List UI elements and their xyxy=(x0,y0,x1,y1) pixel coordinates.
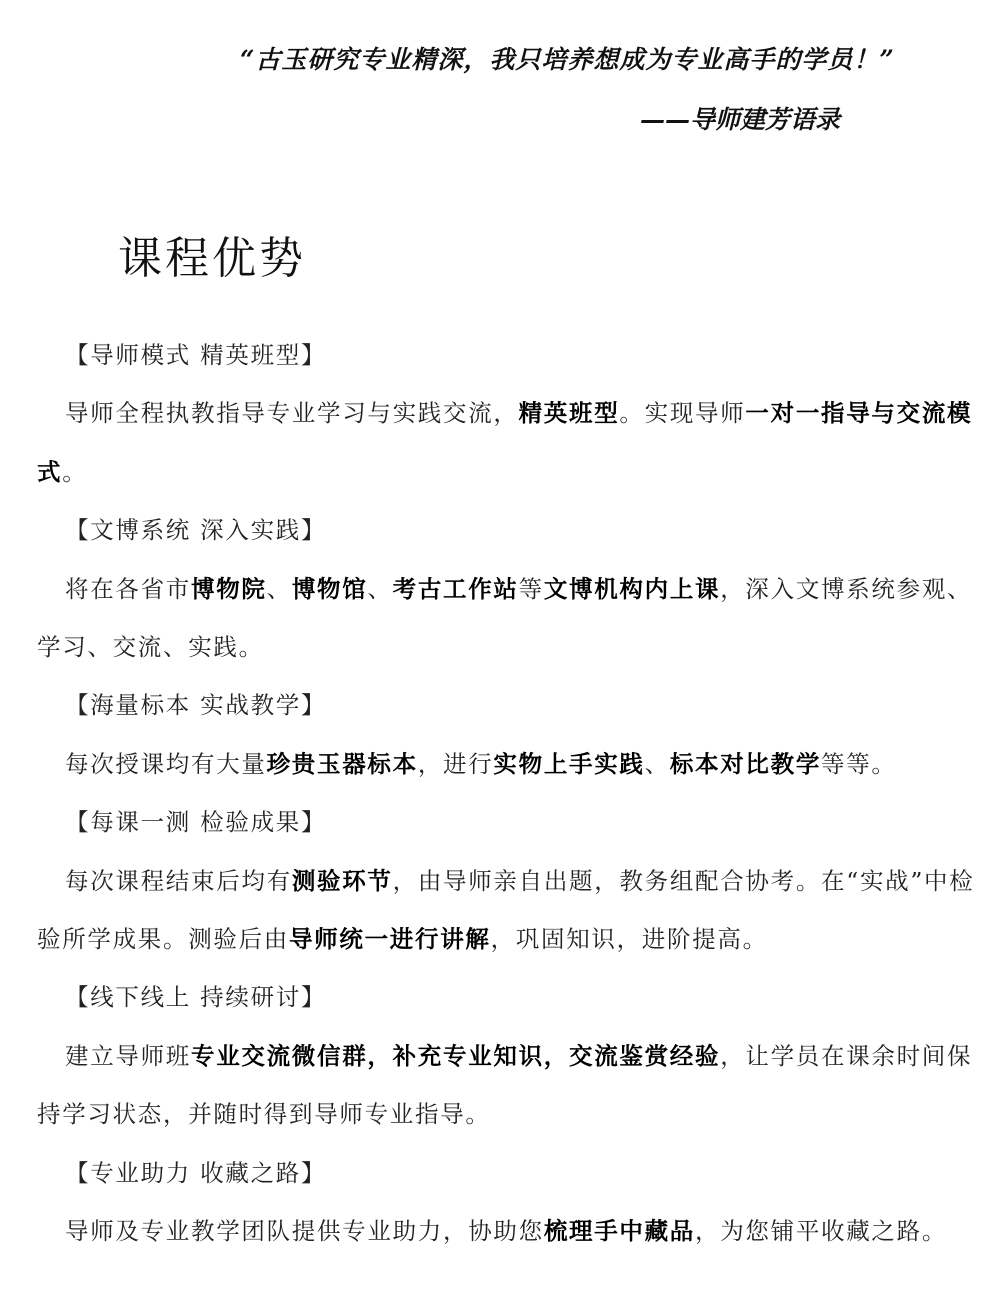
body-text: 导师全程执教指导专业学习与实践交流， xyxy=(65,399,519,428)
body-text: 建立导师班 xyxy=(65,1041,191,1070)
section-body xyxy=(37,852,982,969)
section-header: 【专业助力 收藏之路】 xyxy=(65,1158,327,1187)
quote-attribution: ——导师建芳语录 xyxy=(640,105,841,134)
page-title: 课程优势 xyxy=(118,233,306,284)
body-text: 每次授课均有大量 xyxy=(65,749,267,778)
body-text: ，进行 xyxy=(417,749,494,778)
emphasis-text: 文博机构内上课 xyxy=(543,574,721,603)
quote: “古玉研究专业精深，我只培养想成为专业高手的学员！” xyxy=(240,45,895,74)
body-text: ，为您铺平收藏之路。 xyxy=(695,1217,948,1246)
section-header: 【海量标本 实战教学】 xyxy=(65,691,327,720)
section-body xyxy=(37,735,982,793)
emphasis-text: 博物馆 xyxy=(291,574,368,603)
section-body xyxy=(37,560,982,677)
body-text: 等等。 xyxy=(821,749,897,778)
emphasis-text: 考古工作站 xyxy=(392,574,519,603)
emphasis-text: 梳理手中藏品 xyxy=(543,1217,696,1246)
course-advantages xyxy=(37,326,982,1261)
emphasis-text: 导师统一进行讲解 xyxy=(289,925,491,954)
emphasis-text: 珍贵玉器标本 xyxy=(266,749,418,778)
body-text: 每次课程结束后均有 xyxy=(65,866,292,895)
section-header: 【线下线上 持续研讨】 xyxy=(65,983,327,1012)
body-text: 。实现导师 xyxy=(619,399,746,428)
emphasis-text: 测验环节 xyxy=(291,866,393,895)
body-text: ，深入文博系统参观、学习、交流、实践。 xyxy=(37,574,973,662)
section-header: 【文博系统 深入实践】 xyxy=(65,516,327,545)
body-text: 等 xyxy=(518,574,544,603)
section-body xyxy=(37,1027,982,1144)
emphasis-text: 精英班型 xyxy=(518,399,620,428)
section-header: 【导师模式 精英班型】 xyxy=(65,341,327,369)
section-body xyxy=(37,1202,982,1260)
emphasis-text: 标本对比教学 xyxy=(669,749,822,778)
body-text: 、 xyxy=(644,749,670,778)
body-text: 。 xyxy=(62,457,88,486)
emphasis-text: 一对一指导与交流模式 xyxy=(37,399,973,486)
body-text: 、 xyxy=(266,574,292,603)
section-header: 【每课一测 检验成果】 xyxy=(65,808,327,837)
body-text: ，由导师亲自出题，教务组配合协考。在“实战”中检验所学成果。测验后由 xyxy=(37,866,975,954)
body-text: 将在各省市 xyxy=(65,574,191,603)
emphasis-text: 专业交流微信群，补充专业知识，交流鉴赏经验 xyxy=(191,1041,721,1070)
body-text: 、 xyxy=(367,574,393,603)
emphasis-text: 实物上手实践 xyxy=(493,749,645,778)
body-text: ，让学员在课余时间保持学习状态，并随时得到导师专业指导。 xyxy=(37,1041,973,1129)
section-body xyxy=(37,384,982,501)
emphasis-text: 博物院 xyxy=(191,574,267,603)
body-text: ，巩固知识，进阶提高。 xyxy=(490,925,768,954)
body-text: 导师及专业教学团队提供专业助力，协助您 xyxy=(65,1217,544,1246)
